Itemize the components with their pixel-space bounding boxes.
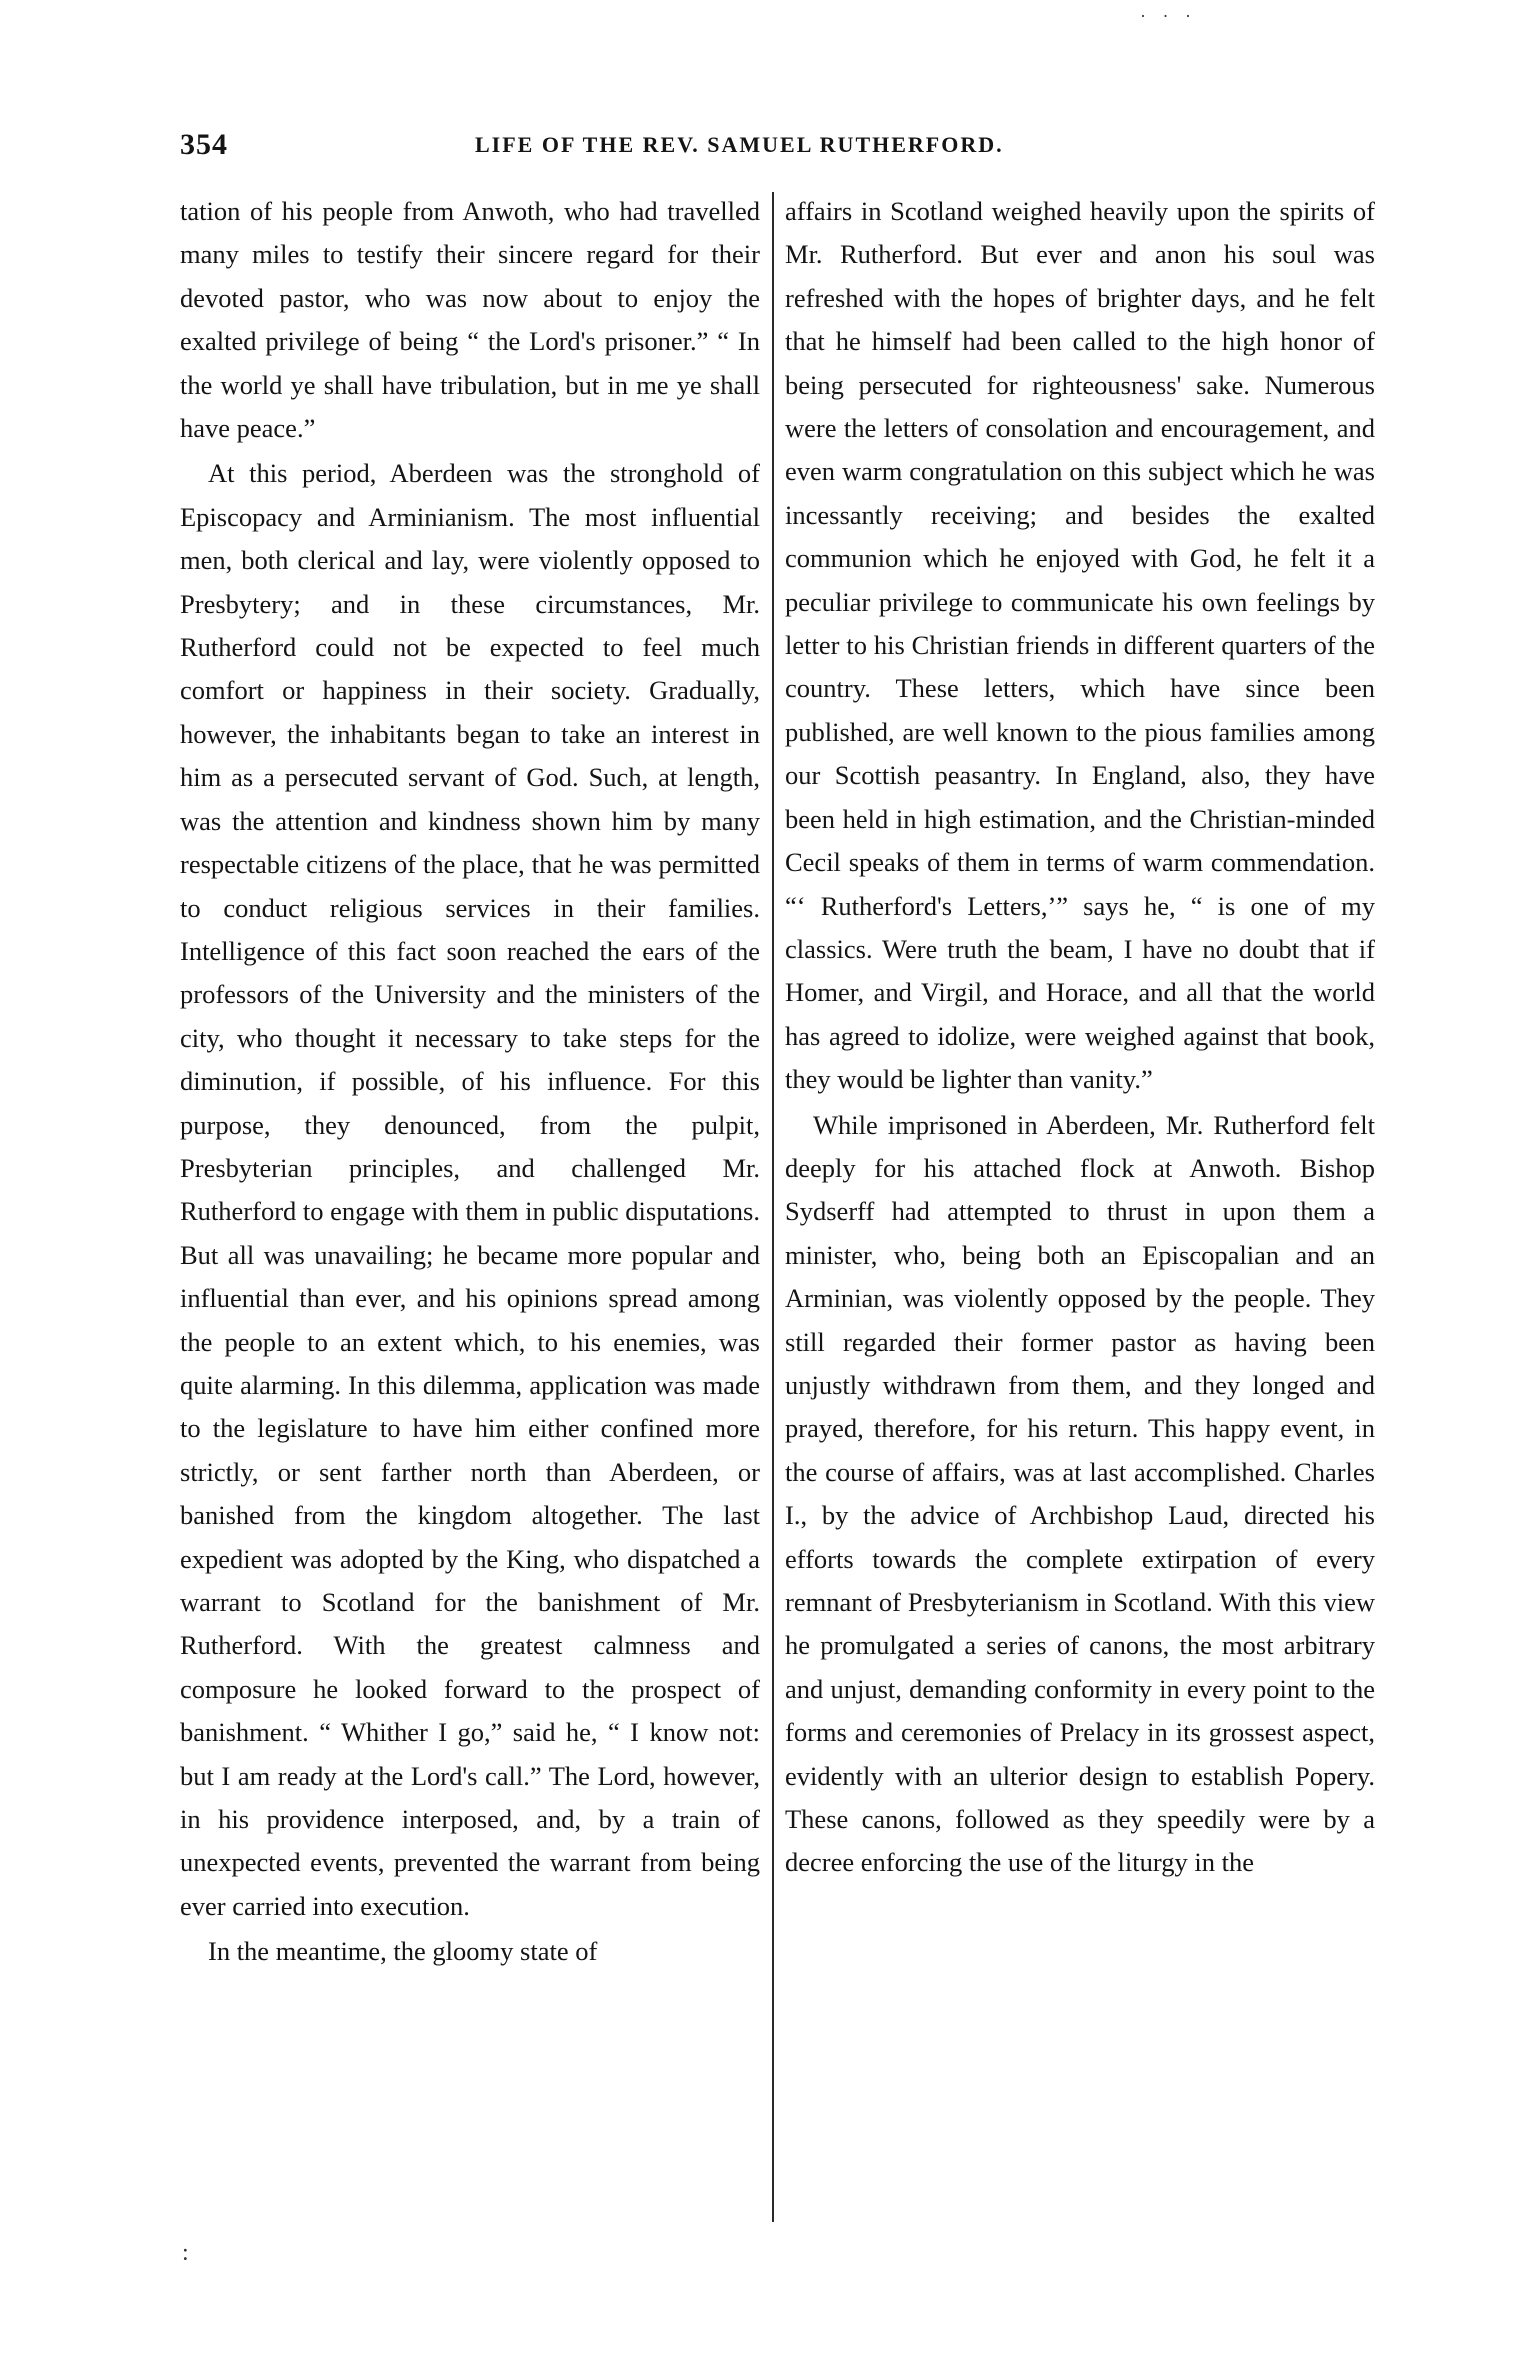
margin-speck: : bbox=[182, 2240, 189, 2266]
top-edge-specks: · · · bbox=[1140, 6, 1197, 26]
running-title: LIFE OF THE REV. SAMUEL RUTHERFORD. bbox=[475, 132, 1004, 157]
left-paragraph-meantime: In the meantime, the gloomy state of bbox=[208, 1936, 598, 1967]
right-column bbox=[785, 190, 1375, 1885]
left-paragraph-continuation: tation of his people from Anwoth, who had travelled many miles to testify their sincere regard for their devoted pastor, who was now about to enjoy the exalted privilege of being “ the Lord's prisoner.” “ In the world ye shall have tribulation, but in me ye shall have peace.” bbox=[180, 196, 760, 444]
column-divider bbox=[772, 192, 774, 2222]
running-head bbox=[180, 128, 1370, 168]
left-column bbox=[180, 190, 760, 1974]
left-paragraph-aberdeen: At this period, Aberdeen was the stronghold of Episcopacy and Arminianism. The most influential men, both clerical and lay, were violently opposed to Presbytery; and in these circumstances, Mr. Rutherford could not be expected to feel much comfort or happiness in their society. Gradually, however, the inhabitants began to take an interest in him as a persecuted servant of God. Such, at length, was the attention and kindness shown him by many respectable citizens of the place, that he was permitted to conduct religious services in their families. Intelligence of this fact soon reached the ears of the professors of the University and the ministers of the city, who thought it necessary to take steps for the diminution, if possible, of his influence. For this purpose, they denounced, from the pulpit, Presbyterian principles, and challenged Mr. Rutherford to engage with them in public disputations. But all was unavailing; he became more popular and influential than ever, and his opinions spread among the people to an extent which, to his enemies, was quite alarming. In this dilemma, application was made to the legislature to have him either confined more strictly, or sent farther north than Aberdeen, or banished from the kingdom altogether. The last expedient was adopted by the King, who dispatched a warrant to Scotland for the banishment of Mr. Rutherford. With the greatest calmness and composure he looked forward to the prospect of banishment. “ Whither I go,” said he, “ I know not: but I am ready at the Lord's call.” The Lord, however, in his providence interposed, and, by a train of unexpected events, prevented the warrant from being ever carried into execution. bbox=[180, 458, 760, 1921]
page-number: 354 bbox=[180, 128, 228, 161]
right-paragraph-imprisoned: While imprisoned in Aberdeen, Mr. Rutherford felt deeply for his attached flock at Anwoth. Bishop Sydserff had attempted to thrust in upon them a minister, who, being both an Episcopalian and an Arminian, was violently opposed by the people. They still regarded their former pastor as having been unjustly withdrawn from them, and they longed and prayed, therefore, for his return. This happy event, in the course of affairs, was at last accomplished. Charles I., by the advice of Archbishop Laud, directed his efforts towards the complete extirpation of every remnant of Presbyterianism in Scotland. With this view he promulgated a series of canons, the most arbitrary and unjust, demanding conformity in every point to the forms and ceremonies of Prelacy in its grossest aspect, evidently with an ulterior design to establish Popery. These canons, followed as they speedily were by a decree enforcing the use of the liturgy in the bbox=[785, 1109, 1375, 1878]
right-paragraph-affairs: affairs in Scotland weighed heavily upon the spirits of Mr. Rutherford. But ever and anon his soul was refreshed with the hopes of brighter days, and he felt that he himself had been called to the high honor of being persecuted for righteousness' sake. Numerous were the letters of consolation and encouragement, and even warm congratulation on this subject which he was incessantly receiving; and besides the exalted communion which he enjoyed with God, he felt it a peculiar privilege to communicate his own feelings by letter to his Christian friends in different quarters of the country. These letters, which have since been published, are well known to the pious families among our Scottish peasantry. In England, also, they have been held in high estimation, and the Christian-minded Cecil speaks of them in terms of warm commendation. “‘ Rutherford's Letters,’” says he, “ is one of my classics. Were truth the beam, I have no doubt that if Homer, and Virgil, and Horace, and all that the world has agreed to idolize, were weighed against that book, they would be lighter than vanity.” bbox=[785, 196, 1375, 1095]
